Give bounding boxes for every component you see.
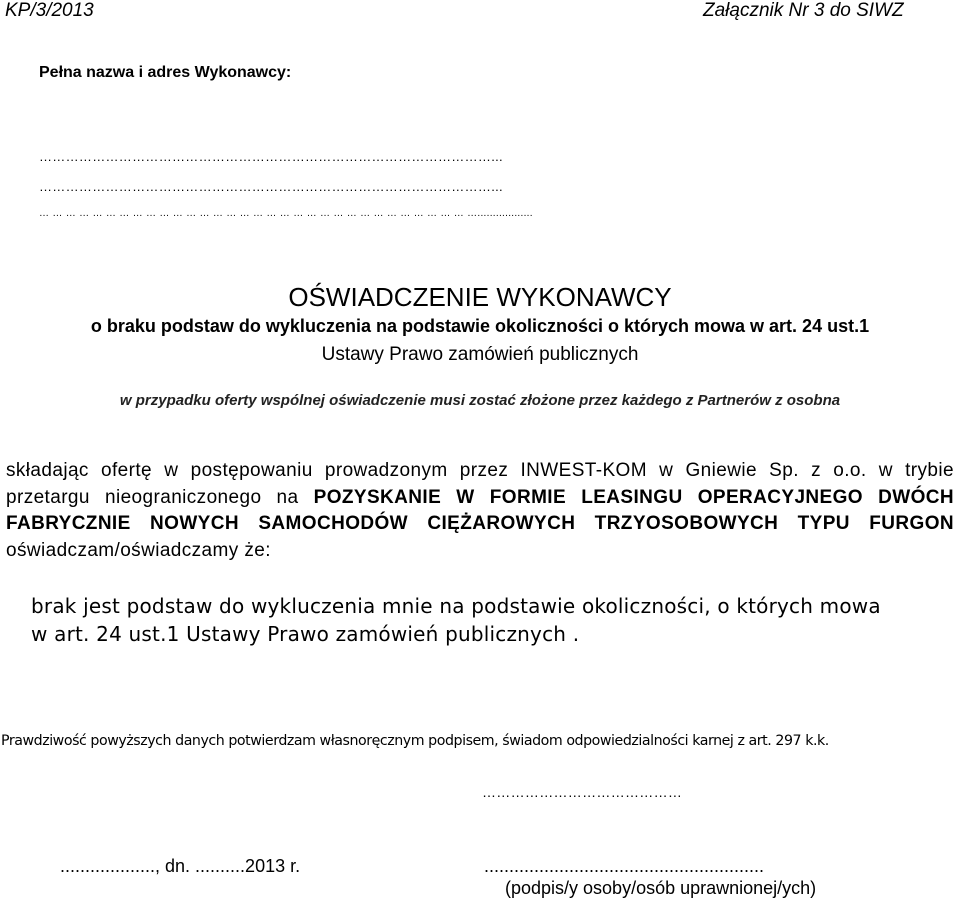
- declaration-line-1: brak jest podstaw do wykluczenia mnie na podstawie okoliczności, o których mowa: [31, 594, 881, 618]
- page-title: OŚWIADCZENIE WYKONAWCY: [288, 282, 672, 312]
- contractor-label: Pełna nazwa i adres Wykonawcy:: [39, 64, 292, 81]
- signature-line: ........................................................: [484, 856, 765, 876]
- attachment-label: Załącznik Nr 3 do SIWZ: [703, 0, 904, 21]
- statement-intro: składając ofertę w postępowaniu prowadzonym przez INWEST-KOM w Gniewie Sp. z o.o. w trybie przetargu nieograniczonego na: [6, 460, 954, 508]
- tender-subject: POZYSKANIE W FORMIE LEASINGU OPERACYJNEGO DWÓCH FABRYCZNIE NOWYCH SAMOCHODÓW CIĘŻAROWYCH TRZYOSOBOWYCH TYPU FURGON: [6, 486, 955, 534]
- joint-offer-note: w przypadku oferty wspólnej oświadczenie musi zostać złożone przez każdego z Partnerów z osobna: [119, 392, 841, 409]
- truth-statement: Prawdziwość powyższych danych potwierdzam własnoręcznym podpisem, świadom odpowiedzialności karnej z art. 297 k.k.: [1, 733, 829, 749]
- title-subtitle-1: o braku podstaw do wykluczenia na podstawie okoliczności o których mowa w art. 24 ust.1: [90, 316, 870, 336]
- statement-paragraph: [6, 458, 954, 564]
- contractor-address-line-2: …………………………………………………………………………………………...: [39, 179, 503, 194]
- document-reference: KP/3/2013: [5, 0, 94, 21]
- contractor-address-line-3: … … … … … … … … … … … … … … … … … … … … … … … … … … … … … … … … …..................: [39, 208, 533, 219]
- signature-dots-top: ……………………………………: [482, 784, 683, 800]
- statement-declare: oświadczam/oświadczamy że:: [6, 539, 271, 561]
- contractor-address-line-1: …………………………………………………………………………………………...: [39, 149, 503, 164]
- signature-caption: (podpis/y osoby/osób uprawnionej/ych): [505, 878, 817, 898]
- place-and-date: ..................., dn. ..........2013 r.: [60, 856, 301, 876]
- declaration-line-2: w art. 24 ust.1 Ustawy Prawo zamówień publicznych .: [31, 622, 580, 646]
- title-subtitle-2: Ustawy Prawo zamówień publicznych: [321, 344, 639, 365]
